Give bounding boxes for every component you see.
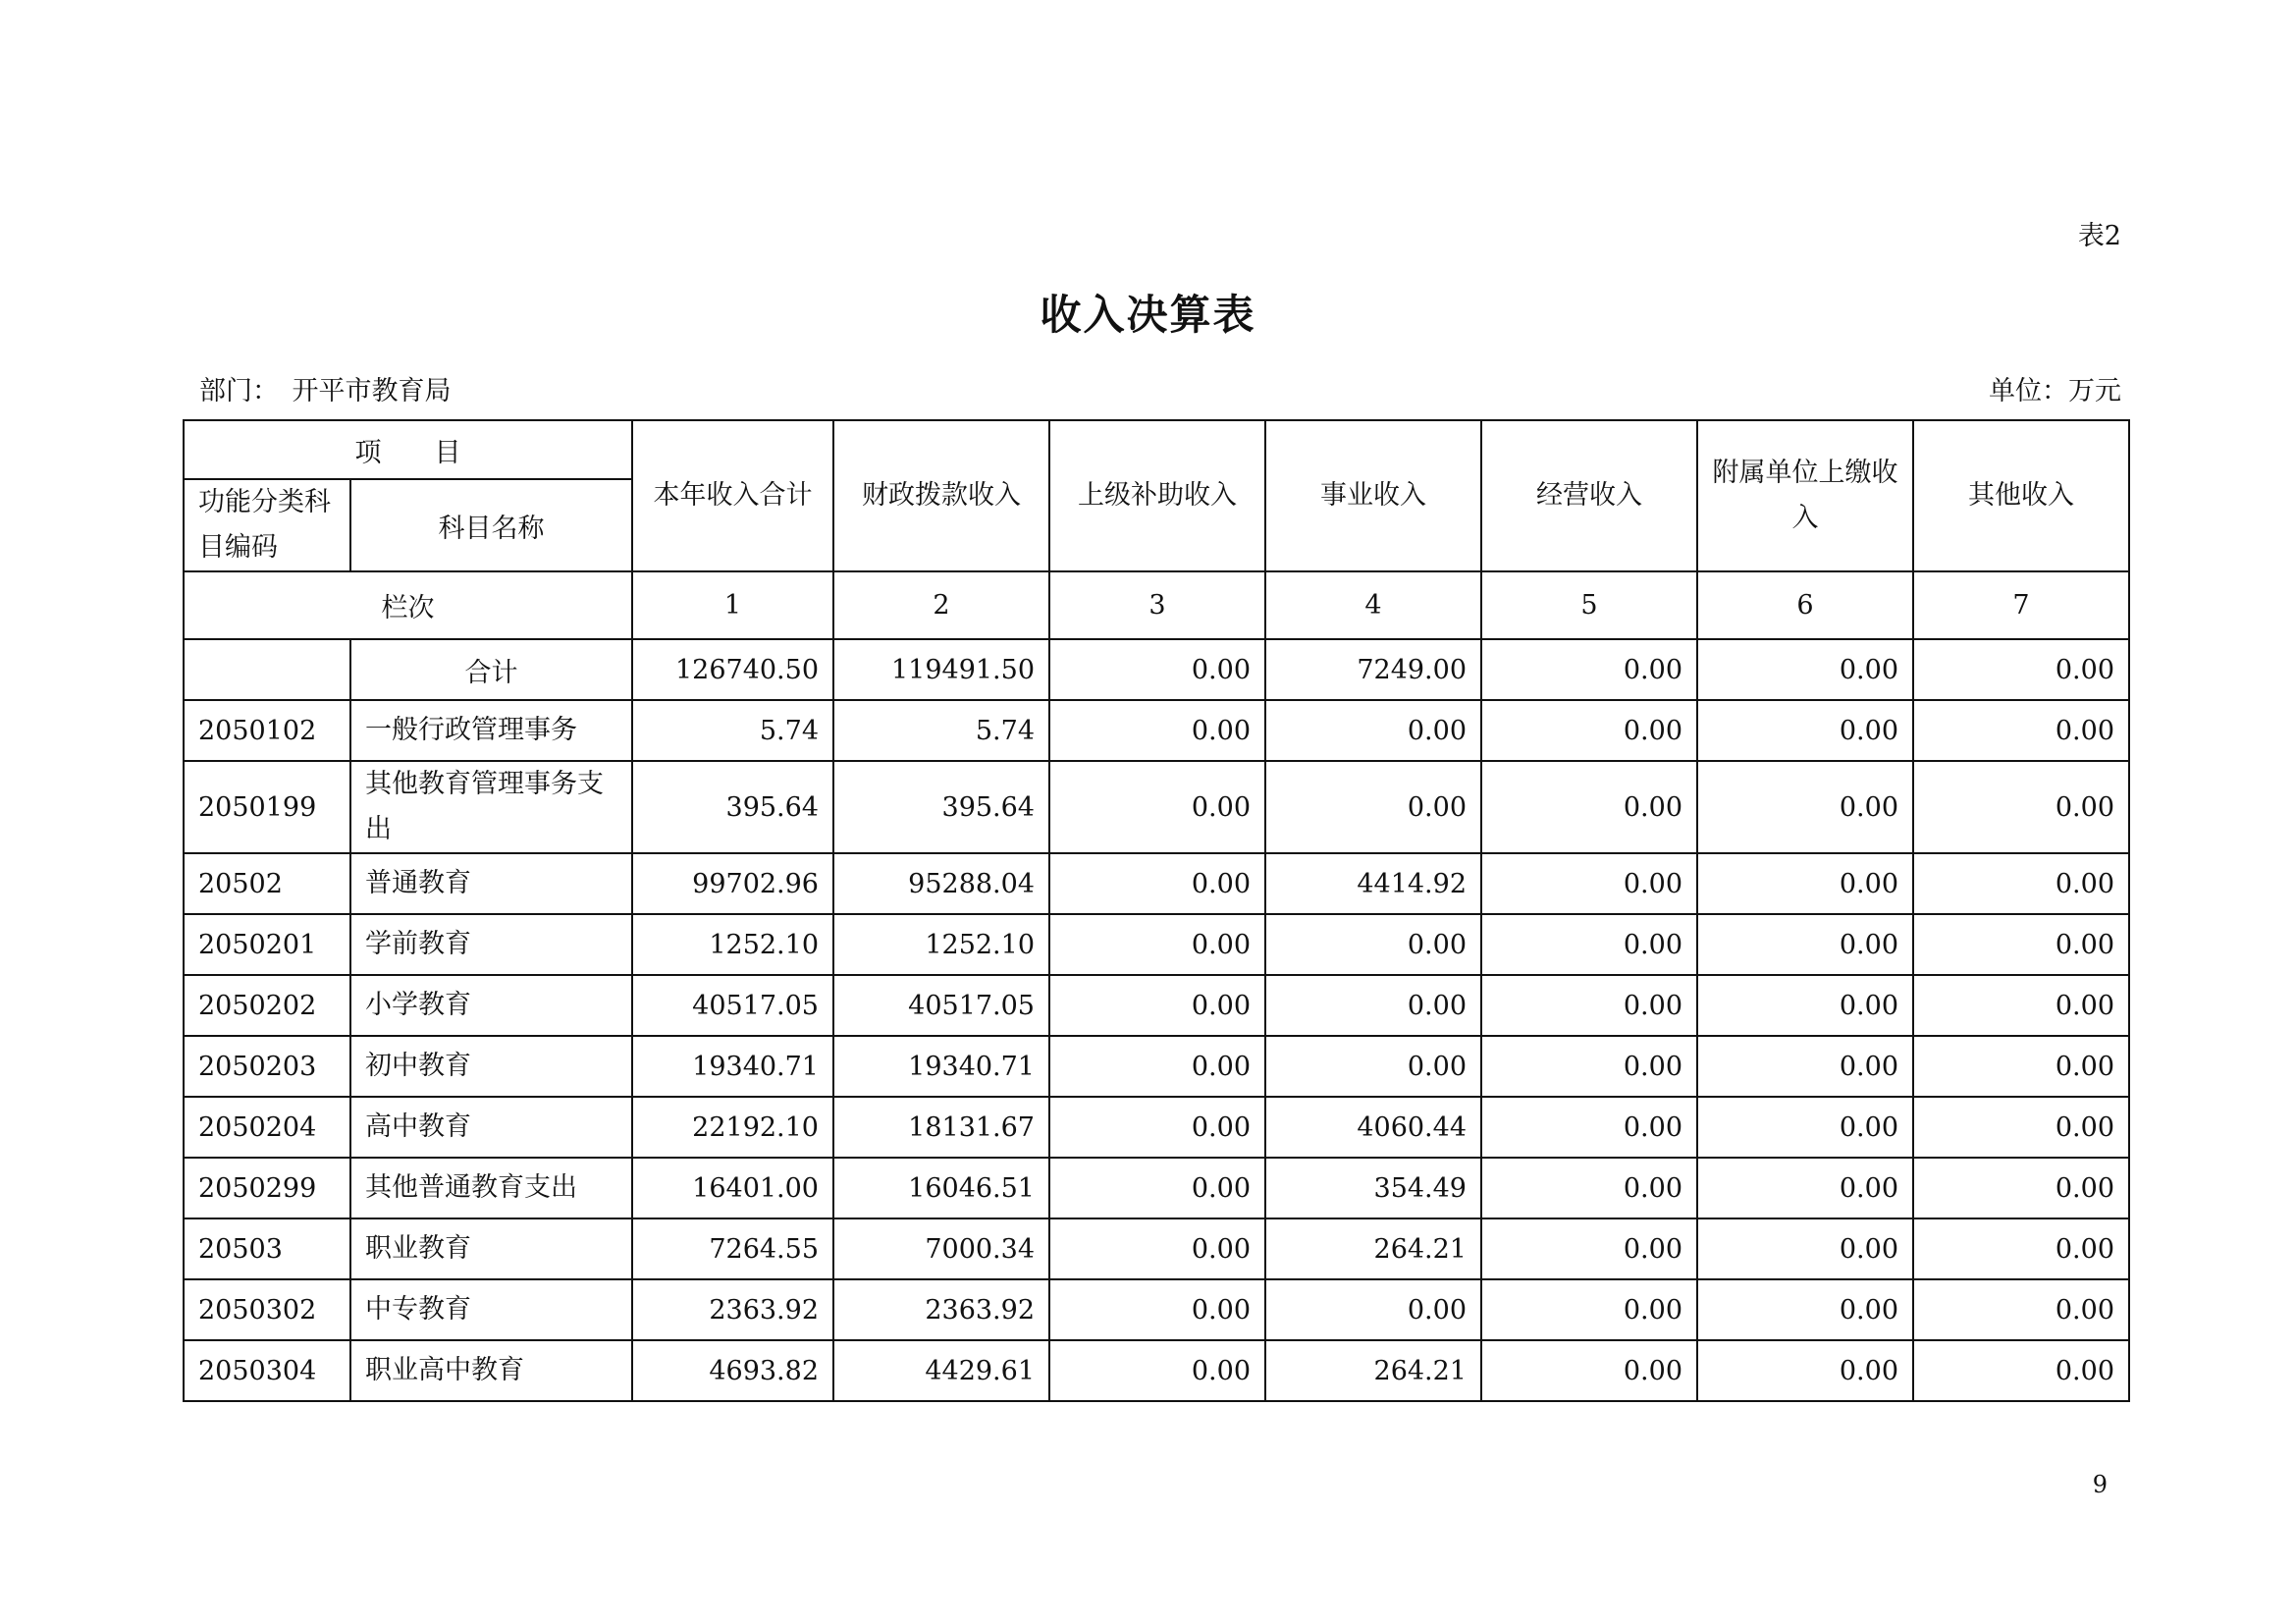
- lanci-cell: 7: [1913, 571, 2129, 639]
- row-value: 264.21: [1265, 1340, 1481, 1401]
- row-name: 小学教育: [350, 975, 632, 1036]
- row-value: 0.00: [1481, 761, 1697, 853]
- row-value: 0.00: [1697, 1097, 1913, 1158]
- row-name: 其他普通教育支出: [350, 1158, 632, 1218]
- row-code: 20503: [184, 1218, 350, 1279]
- row-value: 395.64: [833, 761, 1049, 853]
- row-name: 普通教育: [350, 853, 632, 914]
- row-value: 22192.10: [632, 1097, 833, 1158]
- income-statement-table: [183, 419, 2130, 1402]
- row-code: 2050201: [184, 914, 350, 975]
- table-row: [184, 1279, 2129, 1340]
- row-value: 0.00: [1481, 914, 1697, 975]
- row-value: 0.00: [1481, 1097, 1697, 1158]
- row-value: 0.00: [1265, 914, 1481, 975]
- total-label: 合计: [350, 639, 632, 700]
- row-value: 0.00: [1913, 1036, 2129, 1097]
- row-value: 0.00: [1481, 1340, 1697, 1401]
- row-value: 0.00: [1481, 975, 1697, 1036]
- row-value: 16401.00: [632, 1158, 833, 1218]
- row-code: 2050202: [184, 975, 350, 1036]
- row-value: 1252.10: [833, 914, 1049, 975]
- row-value: 95288.04: [833, 853, 1049, 914]
- header-project: 项 目: [184, 420, 632, 479]
- total-value: 119491.50: [833, 639, 1049, 700]
- row-value: 0.00: [1913, 1158, 2129, 1218]
- header-col-3: 上级补助收入: [1049, 420, 1265, 571]
- row-code: 2050102: [184, 700, 350, 761]
- row-value: 0.00: [1049, 853, 1265, 914]
- row-value: 7264.55: [632, 1218, 833, 1279]
- row-value: 0.00: [1481, 1218, 1697, 1279]
- row-code: 2050203: [184, 1036, 350, 1097]
- table-row: [184, 1340, 2129, 1401]
- row-value: 0.00: [1049, 761, 1265, 853]
- row-value: 0.00: [1697, 1036, 1913, 1097]
- row-value: 0.00: [1697, 761, 1913, 853]
- row-value: 4693.82: [632, 1340, 833, 1401]
- header-name: 科目名称: [350, 479, 632, 571]
- header-col-1: 本年收入合计: [632, 420, 833, 571]
- row-value: 0.00: [1481, 1036, 1697, 1097]
- lanci-cell: 4: [1265, 571, 1481, 639]
- row-value: 19340.71: [833, 1036, 1049, 1097]
- row-value: 0.00: [1697, 1218, 1913, 1279]
- row-name: 学前教育: [350, 914, 632, 975]
- row-value: 2363.92: [632, 1279, 833, 1340]
- row-value: 0.00: [1049, 975, 1265, 1036]
- page-number: 9: [2092, 1471, 2108, 1498]
- row-value: 0.00: [1049, 700, 1265, 761]
- lanci-cell: 5: [1481, 571, 1697, 639]
- row-value: 0.00: [1265, 700, 1481, 761]
- row-value: 0.00: [1481, 1279, 1697, 1340]
- row-value: 0.00: [1697, 914, 1913, 975]
- row-value: 264.21: [1265, 1218, 1481, 1279]
- table-row: [184, 1158, 2129, 1218]
- row-value: 1252.10: [632, 914, 833, 975]
- row-value: 0.00: [1913, 1279, 2129, 1340]
- row-value: 16046.51: [833, 1158, 1049, 1218]
- row-name: 高中教育: [350, 1097, 632, 1158]
- lanci-row: [184, 571, 2129, 639]
- row-code: 2050199: [184, 761, 350, 853]
- row-value: 0.00: [1697, 975, 1913, 1036]
- row-value: 2363.92: [833, 1279, 1049, 1340]
- row-value: 0.00: [1049, 1279, 1265, 1340]
- row-value: 7000.34: [833, 1218, 1049, 1279]
- row-value: 5.74: [632, 700, 833, 761]
- lanci-cell: 6: [1697, 571, 1913, 639]
- row-name: 职业教育: [350, 1218, 632, 1279]
- row-value: 0.00: [1481, 700, 1697, 761]
- row-code: 2050299: [184, 1158, 350, 1218]
- lanci-cell: 1: [632, 571, 833, 639]
- row-value: 0.00: [1697, 1158, 1913, 1218]
- table-row: [184, 761, 2129, 853]
- row-value: 99702.96: [632, 853, 833, 914]
- row-value: 0.00: [1049, 1158, 1265, 1218]
- row-name: 职业高中教育: [350, 1340, 632, 1401]
- row-value: 0.00: [1049, 1036, 1265, 1097]
- row-name: 其他教育管理事务支出: [350, 761, 632, 853]
- row-value: 0.00: [1913, 700, 2129, 761]
- row-value: 5.74: [833, 700, 1049, 761]
- table-row: [184, 700, 2129, 761]
- row-value: 0.00: [1049, 1218, 1265, 1279]
- row-value: 0.00: [1481, 853, 1697, 914]
- table-row: [184, 1036, 2129, 1097]
- row-value: 354.49: [1265, 1158, 1481, 1218]
- row-value: 0.00: [1697, 1340, 1913, 1401]
- row-value: 4429.61: [833, 1340, 1049, 1401]
- row-value: 0.00: [1913, 853, 2129, 914]
- row-name: 一般行政管理事务: [350, 700, 632, 761]
- total-value: 0.00: [1049, 639, 1265, 700]
- total-value: 0.00: [1481, 639, 1697, 700]
- total-value: 0.00: [1913, 639, 2129, 700]
- lanci-cell: 2: [833, 571, 1049, 639]
- row-value: 0.00: [1265, 1036, 1481, 1097]
- row-value: 0.00: [1913, 1218, 2129, 1279]
- page-title: 收入决算表: [1040, 291, 1256, 339]
- row-value: 40517.05: [833, 975, 1049, 1036]
- row-value: 4060.44: [1265, 1097, 1481, 1158]
- row-value: 0.00: [1265, 761, 1481, 853]
- department-label: 部门： 开平市教育局: [199, 376, 452, 406]
- total-code-cell: [184, 639, 350, 700]
- header-col-5: 经营收入: [1481, 420, 1697, 571]
- row-value: 0.00: [1913, 761, 2129, 853]
- total-row: [184, 639, 2129, 700]
- row-value: 0.00: [1697, 700, 1913, 761]
- row-value: 0.00: [1481, 1158, 1697, 1218]
- row-code: 2050304: [184, 1340, 350, 1401]
- row-value: 19340.71: [632, 1036, 833, 1097]
- row-code: 2050204: [184, 1097, 350, 1158]
- header-col-4: 事业收入: [1265, 420, 1481, 571]
- row-value: 0.00: [1049, 914, 1265, 975]
- lanci-cell: 3: [1049, 571, 1265, 639]
- row-name: 初中教育: [350, 1036, 632, 1097]
- header-row-1: [184, 420, 2129, 479]
- total-value: 0.00: [1697, 639, 1913, 700]
- row-value: 40517.05: [632, 975, 833, 1036]
- unit-label: 单位：万元: [1989, 376, 2121, 406]
- table-row: [184, 1218, 2129, 1279]
- row-value: 0.00: [1697, 1279, 1913, 1340]
- row-value: 0.00: [1913, 975, 2129, 1036]
- row-name: 中专教育: [350, 1279, 632, 1340]
- header-code: 功能分类科目编码: [184, 479, 350, 571]
- row-value: 0.00: [1049, 1340, 1265, 1401]
- row-value: 0.00: [1913, 1340, 2129, 1401]
- row-value: 0.00: [1913, 1097, 2129, 1158]
- row-value: 18131.67: [833, 1097, 1049, 1158]
- table-row: [184, 975, 2129, 1036]
- row-value: 395.64: [632, 761, 833, 853]
- table-label: 表2: [2077, 221, 2121, 251]
- table-row: [184, 1097, 2129, 1158]
- total-value: 7249.00: [1265, 639, 1481, 700]
- header-col-6: 附属单位上缴收入: [1697, 420, 1913, 571]
- header-col-7: 其他收入: [1913, 420, 2129, 571]
- row-code: 2050302: [184, 1279, 350, 1340]
- row-value: 0.00: [1913, 914, 2129, 975]
- header-col-2: 财政拨款收入: [833, 420, 1049, 571]
- row-value: 4414.92: [1265, 853, 1481, 914]
- row-code: 20502: [184, 853, 350, 914]
- row-value: 0.00: [1697, 853, 1913, 914]
- lanci-label: 栏次: [184, 571, 632, 639]
- table-row: [184, 914, 2129, 975]
- row-value: 0.00: [1049, 1097, 1265, 1158]
- row-value: 0.00: [1265, 975, 1481, 1036]
- total-value: 126740.50: [632, 639, 833, 700]
- table-row: [184, 853, 2129, 914]
- row-value: 0.00: [1265, 1279, 1481, 1340]
